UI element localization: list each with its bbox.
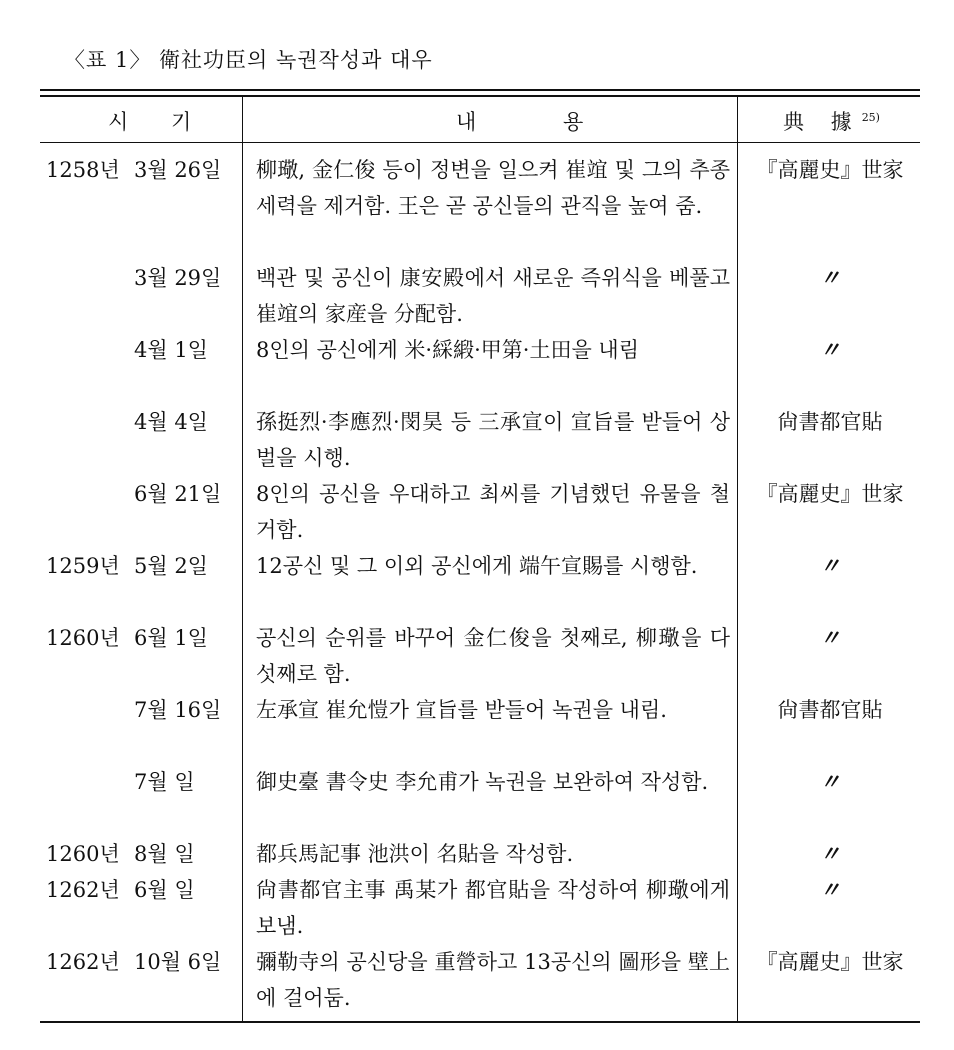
row-source: 〃 — [819, 769, 841, 794]
row-content: 8인의 공신을 우대하고 최씨를 기념했던 유물을 철거함. — [256, 482, 730, 542]
row-date: 7월 일 — [134, 770, 195, 794]
row-date: 4월 4일 — [134, 410, 208, 434]
header-content: 내 용 — [456, 110, 624, 134]
footnote-ref: 25) — [861, 111, 880, 124]
row-source: 尙書都官貼 — [777, 698, 883, 722]
row-source: 尙書都官貼 — [777, 410, 883, 434]
row-content: 8인의 공신에게 米·綵緞·甲第·土田을 내림 — [256, 338, 639, 362]
top-rule — [40, 89, 920, 91]
top-rule-inner — [40, 95, 920, 97]
row-content: 12공신 및 그 이외 공신에게 端午宣賜를 시행함. — [256, 554, 698, 578]
header-source-label: 典 據 — [783, 110, 862, 134]
row-content: 공신의 순위를 바꾸어 金仁俊을 첫째로, 柳璥을 다섯째로 함. — [256, 626, 730, 686]
row-date: 6월 21일 — [134, 482, 222, 506]
row-date: 3월 29일 — [134, 266, 222, 290]
row-content: 孫挺烈·李應烈·閔昊 등 三承宣이 宣旨를 받들어 상벌을 시행. — [256, 410, 730, 470]
row-content: 左承宣 崔允愷가 宣旨를 받들어 녹권을 내림. — [256, 698, 667, 722]
row-year: 1258년 — [46, 158, 120, 182]
row-source: 〃 — [819, 553, 841, 578]
row-source: 〃 — [819, 265, 841, 290]
row-content: 都兵馬記事 池洪이 名貼을 작성함. — [256, 842, 574, 866]
table-caption: 〈표 1〉 衛社功臣의 녹권작성과 대우 — [64, 48, 433, 72]
row-source: 〃 — [819, 625, 841, 650]
row-content: 御史臺 書令史 李允甫가 녹권을 보완하여 작성함. — [256, 770, 709, 794]
row-source: 『高麗史』世家 — [756, 482, 904, 506]
row-source: 〃 — [819, 337, 841, 362]
row-year: 1259년 — [46, 554, 120, 578]
row-year: 1262년 — [46, 950, 120, 974]
row-date: 8월 일 — [134, 842, 195, 866]
bottom-rule — [40, 1021, 920, 1023]
row-content: 백관 및 공신이 康安殿에서 새로운 즉위식을 베풀고 崔竩의 家産을 分配함. — [256, 266, 730, 326]
row-date: 7월 16일 — [134, 698, 222, 722]
row-date: 10월 6일 — [134, 950, 222, 974]
row-source: 『高麗史』世家 — [756, 950, 904, 974]
row-date: 3월 26일 — [134, 158, 222, 182]
row-date: 4월 1일 — [134, 338, 208, 362]
column-divider — [737, 97, 738, 1021]
column-divider — [242, 97, 243, 1021]
row-year: 1260년 — [46, 626, 120, 650]
row-source: 〃 — [819, 841, 841, 866]
row-content: 尙書都官主事 禹某가 都官貼을 작성하여 柳璥에게 보냄. — [256, 878, 730, 938]
header-time: 시 기 — [108, 110, 210, 134]
row-date: 5월 2일 — [134, 554, 208, 578]
row-date: 6월 일 — [134, 878, 195, 902]
row-source: 『高麗史』世家 — [756, 158, 904, 182]
row-source: 〃 — [819, 877, 841, 902]
row-year: 1262년 — [46, 878, 120, 902]
header-source — [783, 106, 880, 136]
row-content: 柳璥, 金仁俊 등이 정변을 일으켜 崔竩 및 그의 추종세력을 제거함. 王은 곧 공신들의 관직을 높여 줌. — [256, 158, 730, 218]
row-content: 彌勒寺의 공신당을 重營하고 13공신의 圖形을 壁上에 걸어둠. — [256, 950, 730, 1010]
row-year: 1260년 — [46, 842, 120, 866]
header-rule — [40, 142, 920, 143]
row-date: 6월 1일 — [134, 626, 208, 650]
